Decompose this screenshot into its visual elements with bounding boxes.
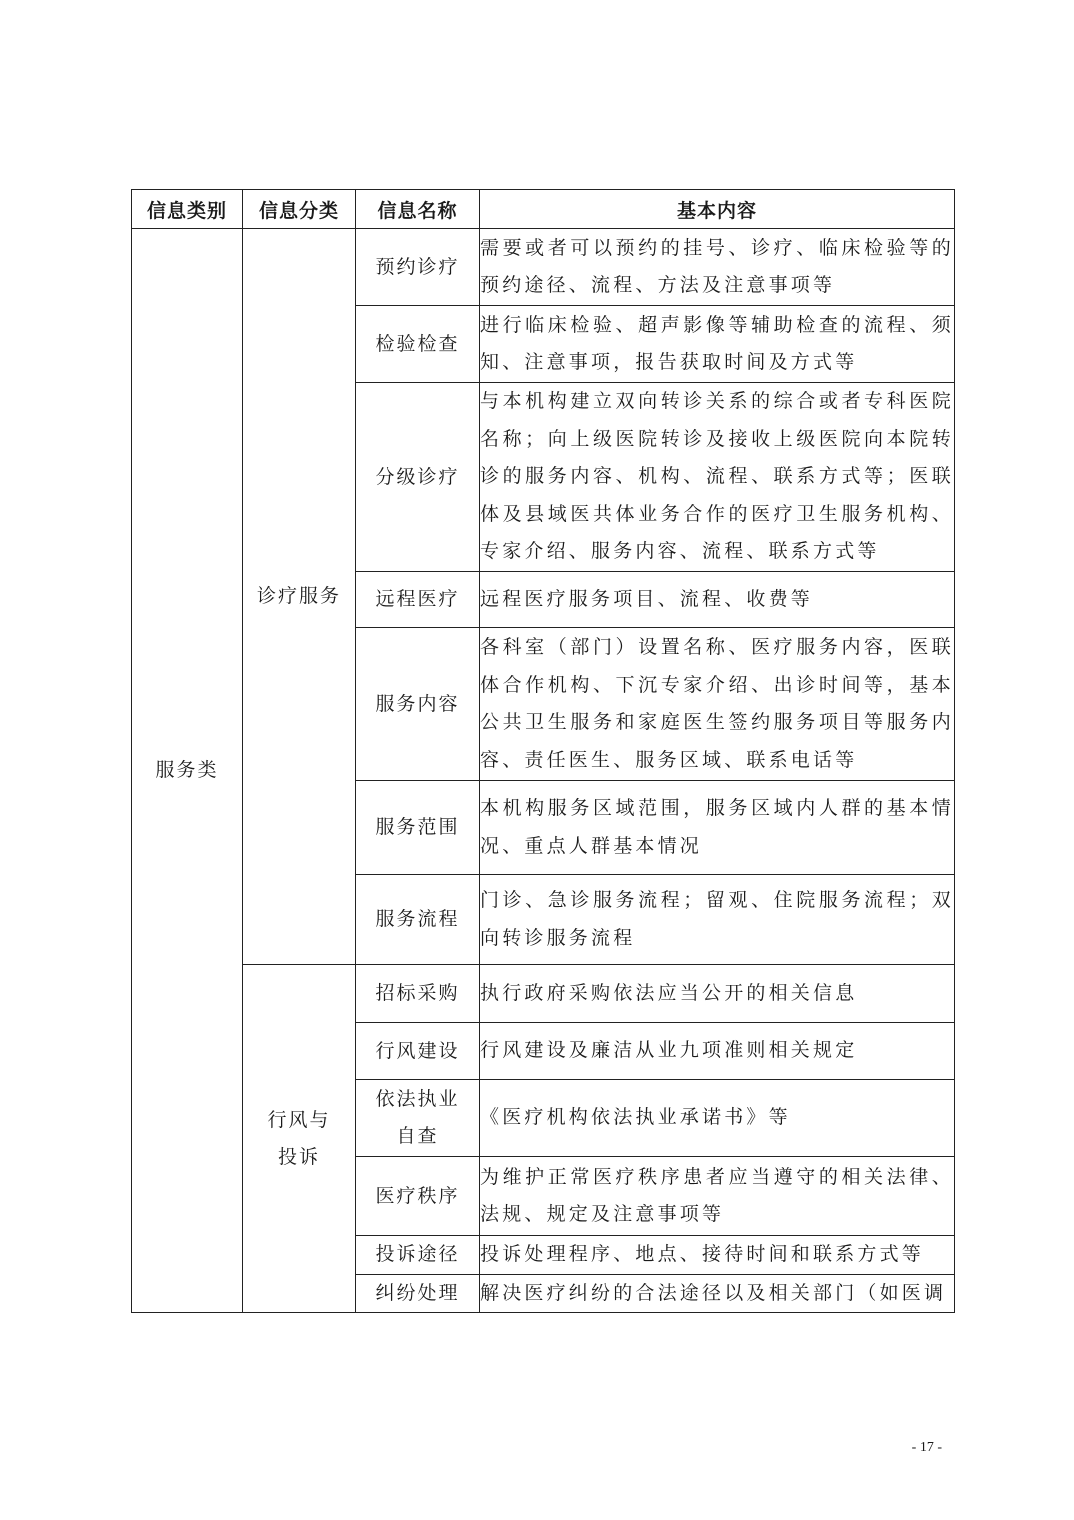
row-name: 检验检查 <box>356 306 480 383</box>
row-content: 进行临床检验、超声影像等辅助检查的流程、须知、注意事项，报告获取时间及方式等 <box>480 306 955 383</box>
row-name: 远程医疗 <box>356 572 480 628</box>
row-content: 需要或者可以预约的挂号、诊疗、临床检验等的预约途径、流程、方法及注意事项等 <box>480 229 955 306</box>
row-name: 招标采购 <box>356 965 480 1023</box>
table-row <box>132 965 955 1023</box>
row-content: 门诊、急诊服务流程；留观、住院服务流程；双向转诊服务流程 <box>480 875 955 965</box>
row-content: 《医疗机构依法执业承诺书》等 <box>480 1080 955 1157</box>
category-cell: 服务类 <box>132 229 243 1313</box>
row-content <box>480 1274 955 1313</box>
info-table <box>131 189 955 1313</box>
group-name-cell: 诊疗服务 <box>243 229 356 965</box>
row-name: 行风建设 <box>356 1023 480 1080</box>
row-content: 执行政府采购依法应当公开的相关信息 <box>480 965 955 1023</box>
group-name-line: 行风与 <box>267 1108 331 1131</box>
row-name: 服务流程 <box>356 875 480 965</box>
row-content-text: 解决医疗纠纷的合法途径以及相关部门（如医调 <box>480 1281 947 1304</box>
header-category: 信息类别 <box>132 190 243 229</box>
row-name-line: 自查 <box>396 1125 439 1147</box>
row-content: 投诉处理程序、地点、接待时间和联系方式等 <box>480 1236 955 1275</box>
table-row <box>132 229 955 306</box>
header-row <box>132 190 955 229</box>
row-name: 医疗秩序 <box>356 1157 480 1236</box>
row-content: 本机构服务区域范围，服务区域内人群的基本情况、重点人群基本情况 <box>480 781 955 875</box>
row-name: 预约诊疗 <box>356 229 480 306</box>
header-classification: 信息分类 <box>243 190 356 229</box>
group-name-line: 投诉 <box>277 1145 320 1168</box>
row-content: 为维护正常医疗秩序患者应当遵守的相关法律、法规、规定及注意事项等 <box>480 1157 955 1236</box>
header-name: 信息名称 <box>356 190 480 229</box>
row-name: 服务内容 <box>356 628 480 781</box>
row-content: 与本机构建立双向转诊关系的综合或者专科医院名称；向上级医院转诊及接收上级医院向本院转诊的服务内容、机构、流程、联系方式等；医联体及县域医共体业务合作的医疗卫生服务机构、专家介绍、服务内容、流程、联系方式等 <box>480 383 955 572</box>
header-content: 基本内容 <box>480 190 955 229</box>
row-content: 远程医疗服务项目、流程、收费等 <box>480 572 955 628</box>
row-name-line: 依法执业 <box>375 1088 460 1110</box>
page-number: - 17 - <box>911 1440 942 1455</box>
row-content: 行风建设及廉洁从业九项准则相关规定 <box>480 1023 955 1080</box>
row-name: 投诉途径 <box>356 1236 480 1275</box>
row-name: 服务范围 <box>356 781 480 875</box>
row-content: 各科室（部门）设置名称、医疗服务内容，医联体合作机构、下沉专家介绍、出诊时间等，基本公共卫生服务和家庭医生签约服务项目等服务内容、责任医生、服务区域、联系电话等 <box>480 628 955 781</box>
row-name-cell <box>356 1080 480 1157</box>
row-name: 分级诊疗 <box>356 383 480 572</box>
row-name: 纠纷处理 <box>356 1274 480 1313</box>
group-name-cell <box>243 965 356 1313</box>
